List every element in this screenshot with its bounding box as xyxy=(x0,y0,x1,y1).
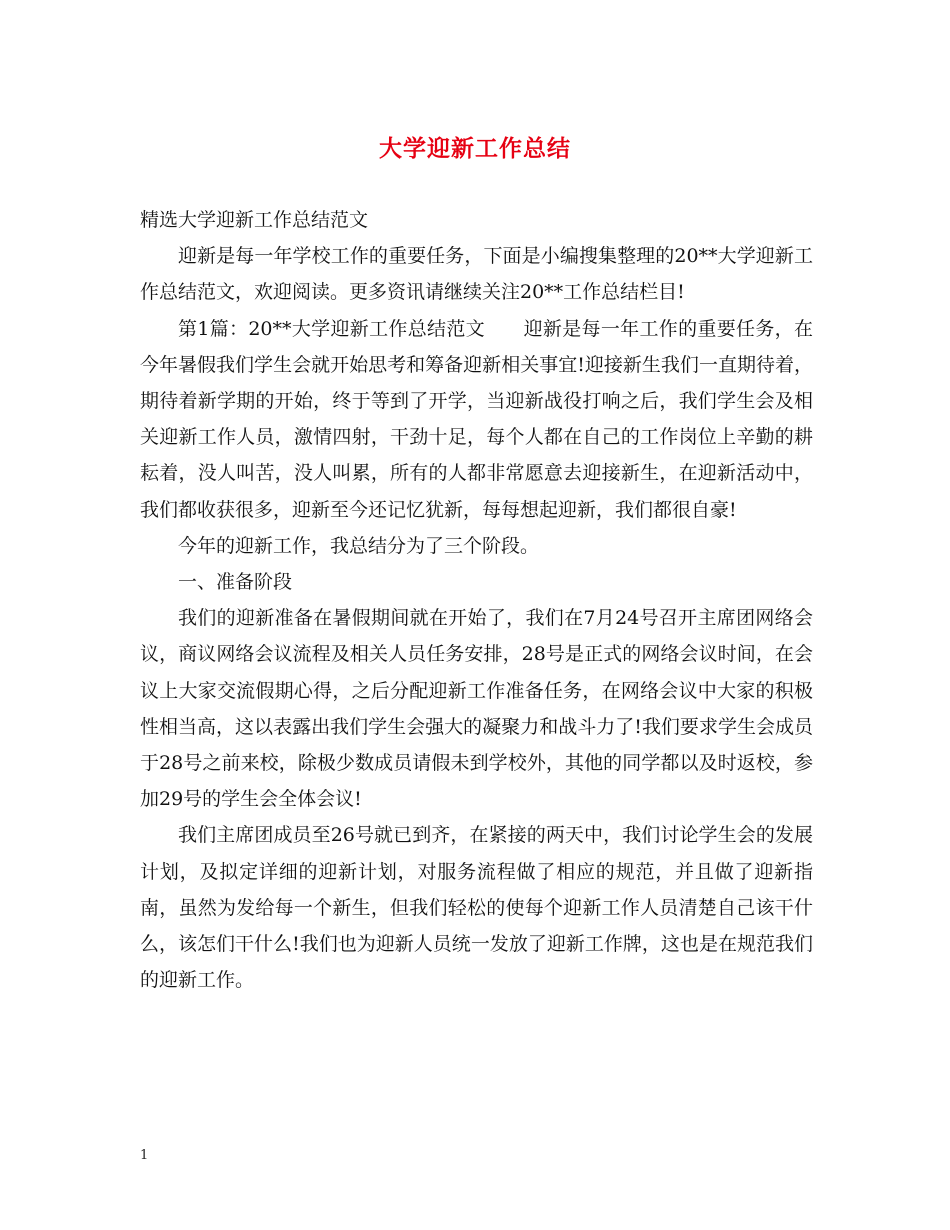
article-paragraph-1: 第1篇：20**大学迎新工作总结范文 迎新是每一年工作的重要任务，在今年暑假我们学生会就开始思考和筹备迎新相关事宜!迎接新生我们一直期待着，期待着新学期的开始，终于等到了开学，当迎新战役打响之后，我们学生会及相关迎新工作人员，激情四射，干劲十足，每个人都在自己的工作岗位上辛勤的耕耘着，没人叫苦，没人叫累，所有的人都非常愿意去迎接新生，在迎新活动中，我们都收获很多，迎新至今还记忆犹新，每每想起迎新，我们都很自豪! xyxy=(140,317,813,521)
document-title: 大学迎新工作总结 xyxy=(379,136,571,162)
article-paragraph-2: 今年的迎新工作，我总结分为了三个阶段。 xyxy=(178,534,540,557)
document-body xyxy=(140,202,813,998)
page-number: 1 xyxy=(140,1148,149,1163)
section-heading: 一、准备阶段 xyxy=(178,571,293,594)
intro-paragraph: 迎新是每一年学校工作的重要任务，下面是小编搜集整理的20**大学迎新工作总结范文，欢迎阅读。更多资讯请继续关注20**工作总结栏目! xyxy=(140,245,813,304)
subtitle-paragraph: 精选大学迎新工作总结范文 xyxy=(140,209,369,231)
article-paragraph-4: 我们主席团成员至26号就已到齐，在紧接的两天中，我们讨论学生会的发展计划，及拟定详细的迎新计划，对服务流程做了相应的规范，并且做了迎新指南，虽然为发给每一个新生，但我们轻松的使每个迎新工作人员清楚自己该干什么，该怎们干什么!我们也为迎新人员统一发放了迎新工作牌，这也是在规范我们的迎新工作。 xyxy=(140,824,813,992)
article-paragraph-3: 我们的迎新准备在暑假期间就在开始了，我们在7月24号召开主席团网络会议，商议网络会议流程及相关人员任务安排，28号是正式的网络会议时间，在会议上大家交流假期心得，之后分配迎新工作准备任务，在网络会议中大家的积极性相当高，这以表露出我们学生会强大的凝聚力和战斗力了!我们要求学生会成员于28号之前来校，除极少数成员请假未到学校外，其他的同学都以及时返校，参加29号的学生会全体会议! xyxy=(140,607,813,811)
